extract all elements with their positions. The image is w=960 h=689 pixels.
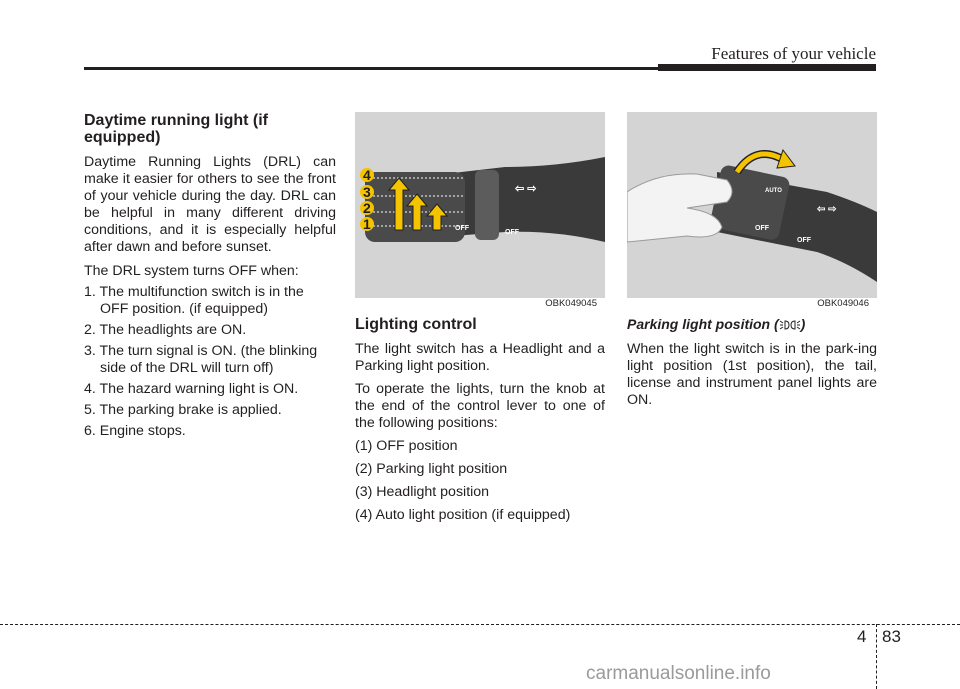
- footer-rule: [0, 624, 960, 625]
- figure-caption: OBK049045: [545, 298, 597, 309]
- fig1-label-1: 1: [363, 216, 371, 232]
- parking-heading-pre: Parking light position (: [627, 316, 779, 332]
- list-item: 1. The multifunction switch is in the OFF position. (if equipped): [84, 284, 304, 317]
- list-item: 5. The parking brake is applied.: [84, 402, 282, 418]
- drl-intro: Daytime Running Lights (DRL) can make it easier for others to see the front of your vehicle during the day. DRL can be helpful in many different driving conditions, and it is especially helpful after dawn and before sunset.: [84, 154, 336, 255]
- fig1-label-4: 4: [363, 167, 371, 183]
- parking-light-heading: [627, 316, 877, 333]
- figure-lever-positions: [355, 112, 605, 312]
- fig2-off-label-b: OFF: [797, 237, 811, 244]
- list-item: 3. The turn signal is ON. (the blinking side of the DRL will turn off): [84, 343, 318, 376]
- watermark: carmanualsonline.info: [586, 663, 771, 684]
- list-item: 2. The headlights are ON.: [84, 322, 247, 338]
- figure-caption: OBK049046: [817, 298, 869, 309]
- header-rule-accent: [658, 64, 876, 71]
- chapter-number: 4: [857, 627, 867, 646]
- list-item: 4. The hazard warning light is ON.: [84, 381, 299, 397]
- parking-light-body: When the light switch is in the park-ing light position (1st position), the tail, license and instrument panel lights are ON.: [627, 341, 877, 408]
- drl-off-when: The DRL system turns OFF when:: [84, 263, 299, 279]
- list-item: 6. Engine stops.: [84, 423, 186, 439]
- fig2-off-label-a: OFF: [755, 225, 769, 232]
- lighting-control-section: [355, 316, 605, 530]
- fig1-label-2: 2: [363, 200, 371, 216]
- figure-hand-knob: [627, 112, 877, 312]
- parking-light-icon: [779, 319, 801, 331]
- lighting-p1: The light switch has a Headlight and a Parking light position.: [355, 341, 605, 374]
- list-item: (4) Auto light position (if equipped): [355, 507, 571, 523]
- drl-heading: Daytime running light (if equipped): [84, 112, 268, 146]
- fig1-label-3: 3: [363, 184, 371, 200]
- svg-text:⇦ ⇨: ⇦ ⇨: [515, 183, 537, 195]
- lighting-control-heading: Lighting control: [355, 316, 477, 333]
- svg-text:⇦ ⇨: ⇦ ⇨: [817, 204, 837, 215]
- page-divider: [876, 624, 877, 689]
- header-rule: [84, 67, 661, 70]
- drl-off-list: [84, 284, 336, 440]
- drl-section: [84, 112, 336, 444]
- page-header-title: Features of your vehicle: [711, 44, 876, 63]
- lighting-p2: To operate the lights, turn the knob at the end of the control lever to one of the following positions:: [355, 381, 605, 431]
- list-item: (2) Parking light position: [355, 461, 508, 477]
- page-number: 83: [882, 627, 901, 646]
- hand-knob-illustration: [627, 112, 877, 312]
- fig2-auto-label: AUTO: [765, 188, 782, 194]
- fig1-off-label-a: OFF: [455, 225, 469, 232]
- parking-heading-post: ): [800, 316, 806, 332]
- fig1-off-label-b: OFF: [505, 229, 519, 236]
- list-item: (3) Headlight position: [355, 484, 490, 500]
- lever-illustration: [355, 112, 605, 312]
- parking-light-section: [627, 316, 877, 416]
- list-item: (1) OFF position: [355, 438, 458, 454]
